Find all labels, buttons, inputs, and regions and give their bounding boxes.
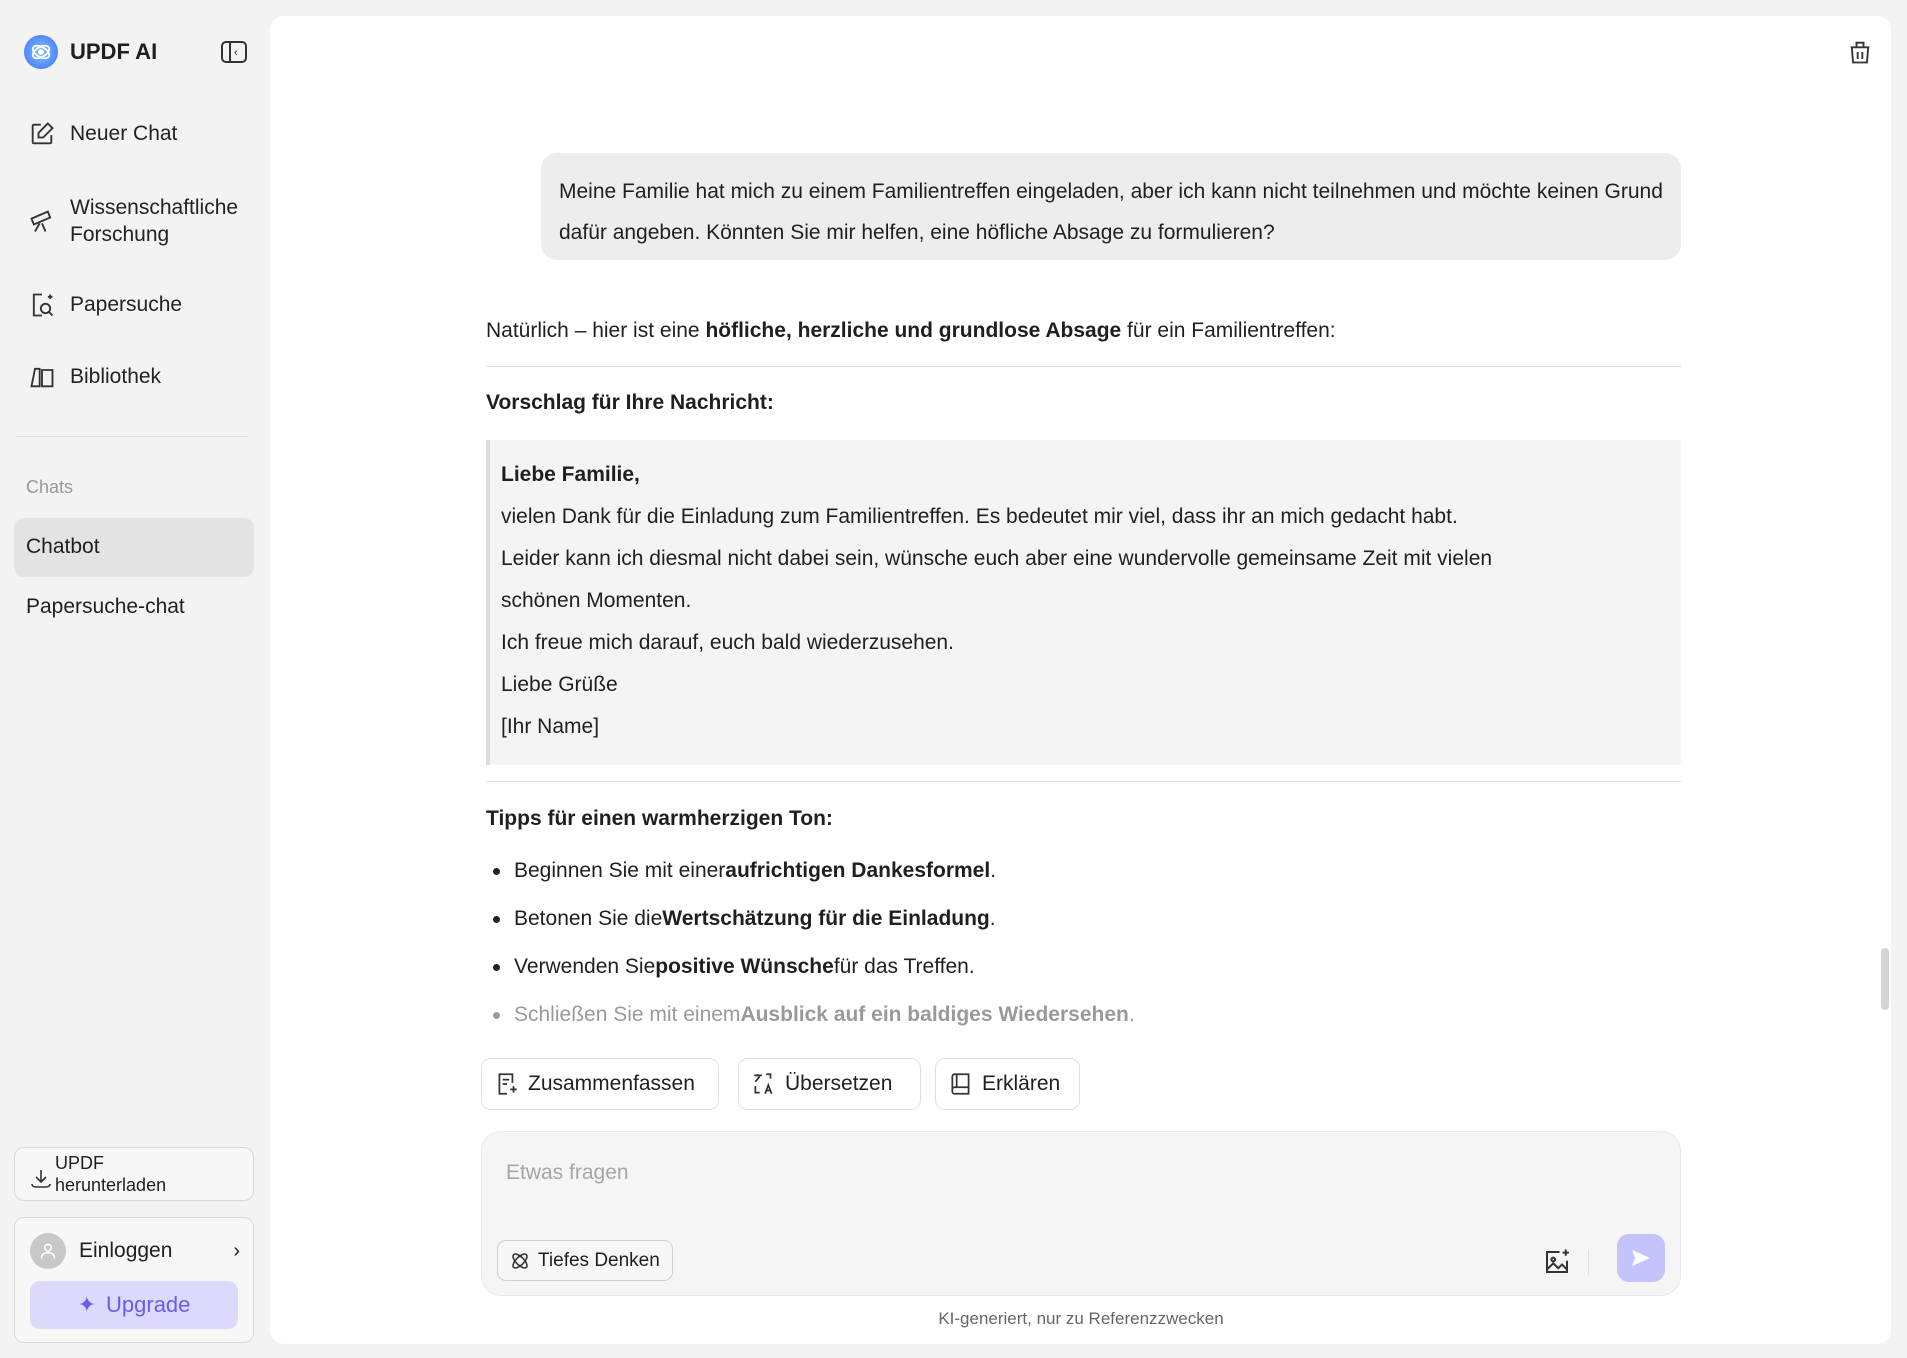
download-label: UPDF herunterladen (55, 1153, 167, 1195)
account-box (14, 1217, 254, 1343)
search-document-icon (28, 291, 56, 319)
tip-item: Schließen Sie mit einem Ausblick auf ein baldiges Wiedersehen . (486, 1003, 1135, 1027)
tip-item: Beginnen Sie mit einer aufrichtigen Dankesformel . (486, 859, 996, 883)
sidebar-item-label: Bibliothek (70, 365, 162, 388)
send-button[interactable] (1617, 1234, 1665, 1282)
explain-button[interactable] (935, 1058, 1080, 1110)
login-label: Einloggen (79, 1239, 173, 1262)
sidebar-item-research[interactable] (28, 194, 250, 248)
chat-item-papersuche-chat[interactable] (26, 595, 185, 619)
divider (486, 366, 1681, 367)
edit-icon (28, 120, 56, 148)
sidebar-item-library[interactable] (28, 363, 161, 391)
sidebar-item-new-chat[interactable] (28, 120, 177, 148)
action-label: Zusammenfassen (528, 1072, 695, 1095)
letter-line: [Ihr Name] (501, 715, 600, 738)
letter-line: Ich freue mich darauf, euch bald wiederzusehen. (501, 631, 954, 654)
book-icon (948, 1071, 974, 1097)
collapse-sidebar-icon[interactable]: ‹ (221, 41, 247, 63)
letter-greeting: Liebe Familie, (501, 463, 640, 486)
brand-name: UPDF AI (70, 39, 158, 64)
sidebar-item-papersuche[interactable] (28, 291, 182, 319)
letter-line: Leider kann ich diesmal nicht dabei sein, wünsche euch aber eine wundervolle gemeinsame Zeit mit vielen schönen Momenten. (501, 547, 1493, 612)
user-message: Meine Familie hat mich zu einem Familientreffen eingeladen, aber ich kann nicht teilnehmen und möchte keinen Grund dafür angeben. Könnten Sie mir helfen, eine höfliche Absage zu formulieren? (541, 153, 1681, 260)
chat-panel (270, 16, 1891, 1344)
download-icon (29, 1167, 53, 1191)
upgrade-label: Upgrade (106, 1292, 191, 1317)
avatar (30, 1233, 66, 1269)
tip-item: Verwenden Sie positive Wünsche für das Treffen. (486, 955, 975, 979)
divider (486, 781, 1681, 782)
chat-item-label: Chatbot (26, 535, 100, 558)
translate-button[interactable] (738, 1058, 921, 1110)
action-label: Übersetzen (785, 1072, 893, 1095)
telescope-icon (28, 207, 56, 235)
divider (1588, 1250, 1589, 1276)
summarize-button[interactable] (481, 1058, 719, 1110)
assistant-intro: Natürlich – hier ist eine höfliche, herzliche und grundlose Absage für ein Familientreffen: (486, 319, 1336, 342)
upgrade-button[interactable] (30, 1281, 238, 1329)
login-row[interactable] (30, 1233, 240, 1269)
send-icon (1629, 1246, 1653, 1270)
letter-line: vielen Dank für die Einladung zum Familientreffen. Es bedeutet mir viel, dass ihr an mich gedacht habt. (501, 505, 1458, 528)
deep-think-label: Tiefes Denken (538, 1249, 660, 1271)
chats-section-label: Chats (26, 477, 74, 497)
library-icon (28, 363, 56, 391)
translate-icon (751, 1071, 777, 1097)
letter-blockquote (486, 440, 1681, 765)
summarize-icon (494, 1071, 520, 1097)
download-button[interactable] (14, 1147, 254, 1201)
chevron-right-icon: › (233, 1239, 240, 1262)
chat-input-box (481, 1131, 1681, 1296)
chat-item-label: Papersuche-chat (26, 595, 185, 618)
divider (16, 436, 248, 437)
tip-item: Betonen Sie die Wertschätzung für die Einladung . (486, 907, 996, 931)
logo-icon (24, 35, 58, 69)
sidebar-item-label: Wissenschaftliche Forschung (70, 196, 239, 246)
disclaimer: KI-generiert, nur zu Referenzzwecken (938, 1309, 1224, 1328)
deep-think-toggle[interactable] (497, 1240, 673, 1281)
letter-line: Liebe Grüße (501, 673, 618, 696)
scrollbar[interactable] (1881, 948, 1889, 1010)
tips-heading: Tipps für einen warmherzigen Ton: (486, 807, 833, 830)
sparkle-icon: ✦ (77, 1292, 97, 1317)
sidebar-item-label: Neuer Chat (70, 122, 178, 145)
action-label: Erklären (982, 1072, 1061, 1095)
sidebar-item-label: Papersuche (70, 293, 183, 316)
suggestion-heading: Vorschlag für Ihre Nachricht: (486, 391, 774, 414)
chat-item-chatbot[interactable] (14, 518, 254, 577)
chat-input[interactable]: Etwas fragen (506, 1161, 629, 1184)
image-upload-icon[interactable] (1542, 1247, 1572, 1282)
clear-chat-icon[interactable] (1846, 38, 1874, 71)
atom-icon (508, 1249, 532, 1273)
